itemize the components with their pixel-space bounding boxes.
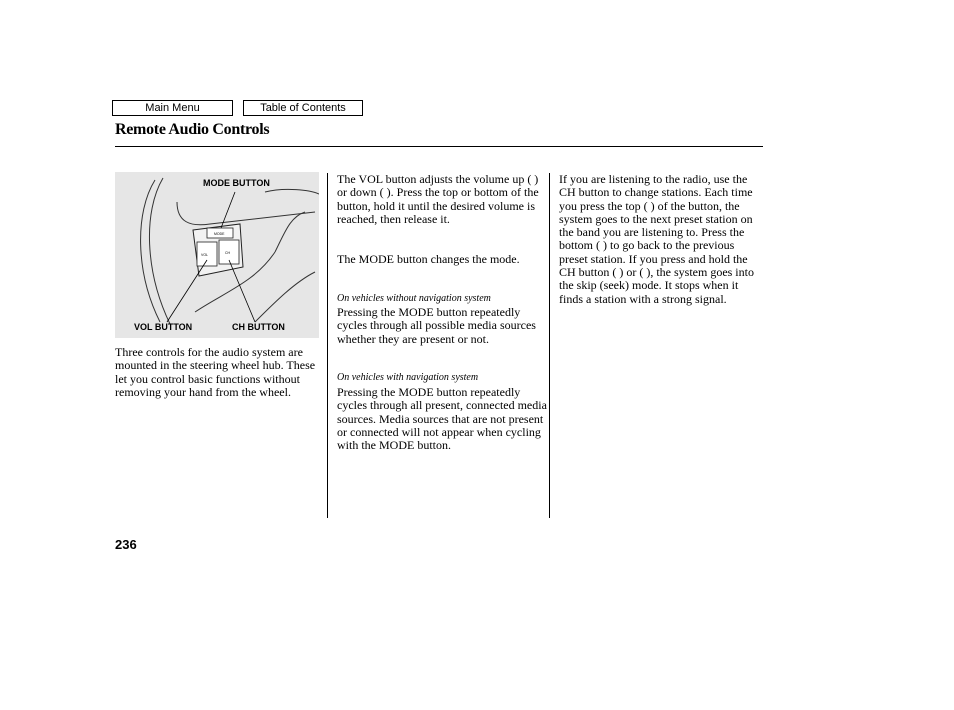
no-nav-heading: On vehicles without navigation system [337, 293, 491, 304]
page-title: Remote Audio Controls [115, 121, 270, 138]
main-menu-button[interactable]: Main Menu [112, 100, 233, 116]
ch-button-label: CH BUTTON [232, 322, 285, 332]
ch-paragraph: If you are listening to the radio, use the CH button to change stations. Each time you press the top ( ) of the button, the system goes to the next preset station on the band you are listening to. Press the bottom ( ) to go back to the previous preset station. If you press and hold the CH button ( ) or ( ), the system goes into the skip (seek) mode. It stops when it finds a station with a strong signal. [559, 172, 754, 306]
steering-wheel-illustration [115, 172, 319, 338]
mode-key-text: MODE [214, 232, 225, 236]
page-number: 236 [115, 537, 137, 552]
mode-button-label: MODE BUTTON [203, 178, 270, 188]
ch-key-text: CH [225, 251, 231, 255]
nav-paragraph: Pressing the MODE button repeatedly cycles through all present, connected media sources. Media sources that are not present or connected will not appear when cycling with the MODE button. [337, 385, 547, 453]
vol-button-label: VOL BUTTON [134, 322, 193, 332]
vol-key-text: VOL [201, 253, 209, 257]
nav-heading: On vehicles with navigation system [337, 372, 479, 383]
table-of-contents-button[interactable]: Table of Contents [243, 100, 363, 116]
intro-paragraph: Three controls for the audio system are mounted in the steering wheel hub. These let you control basic functions without removing your hand from the wheel. [115, 345, 316, 399]
column-divider [327, 173, 328, 518]
no-nav-paragraph: Pressing the MODE button repeatedly cycles through all possible media sources whether they are present or not. [337, 305, 536, 346]
steering-wheel-figure [115, 172, 319, 338]
title-divider [115, 146, 763, 147]
column-divider [549, 173, 550, 518]
vol-paragraph: The VOL button adjusts the volume up ( ) or down ( ). Press the top or bottom of the button, hold it until the desired volume is reached, then release it. [337, 172, 539, 226]
mode-paragraph: The MODE button changes the mode. [337, 252, 520, 266]
